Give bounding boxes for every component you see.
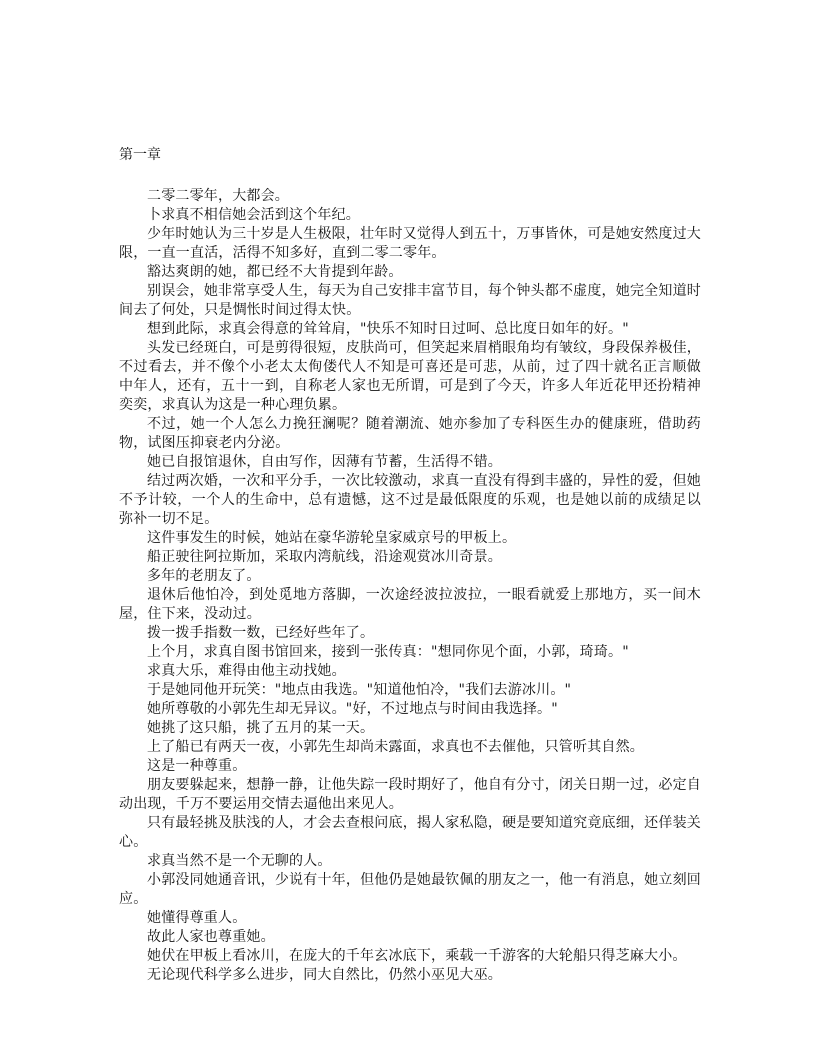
paragraph: 无论现代科学多么进步，同大自然比，仍然小巫见大巫。 xyxy=(147,967,502,983)
chapter-title: 第一章 xyxy=(119,147,161,163)
paragraph: 她伏在甲板上看冰川，在庞大的千年玄冰底下，乘载一千游客的大轮船只得芝麻大小。 xyxy=(147,948,687,964)
paragraph: 豁达爽朗的她，都已经不大肯提到年龄。 xyxy=(147,264,403,280)
paragraph: 想到此际，求真会得意的耸耸肩，"快乐不知时日过呵、总比度日如年的好。" xyxy=(147,321,629,337)
paragraph: 拨一拨手指数一数，已经好些年了。 xyxy=(147,625,375,641)
paragraph: 船正驶往阿拉斯加，采取内湾航线，沿途观赏冰川奇景。 xyxy=(147,549,502,565)
paragraph: 她已自报馆退休，自由写作，因薄有节蓄，生活得不错。 xyxy=(147,454,502,470)
paragraph: 上了船已有两天一夜，小郭先生却尚未露面，求真也不去催他，只管听其自然。 xyxy=(147,739,644,755)
paragraph: 二零二零年，大都会。 xyxy=(147,188,289,204)
document-page xyxy=(119,146,701,985)
paragraph: 小郭没同她通音讯，少说有十年，但他仍是她最钦佩的朋友之一，他一有消息，她立刻回应。 xyxy=(119,872,701,907)
paragraph: 不过，她一个人怎么力挽狂澜呢？随着潮流、她亦参加了专科医生办的健康班，借助药物，试图压抑衰老内分泌。 xyxy=(119,416,701,451)
paragraph: 卜求真不相信她会活到这个年纪。 xyxy=(147,207,360,223)
paragraph: 于是她同他开玩笑："地点由我选。"知道他怕冷，"我们去游冰川。" xyxy=(147,682,572,698)
paragraph: 她懂得尊重人。 xyxy=(147,910,247,926)
paragraph: 别误会，她非常享受人生，每天为自己安排丰富节目，每个钟头都不虚度，她完全知道时间去了何处，只是惆怅时间过得太快。 xyxy=(119,283,701,318)
paragraph: 故此人家也尊重她。 xyxy=(147,929,275,945)
paragraph: 求真大乐，难得由他主动找她。 xyxy=(147,663,346,679)
paragraph: 退休后他怕冷，到处觅地方落脚，一次途经波拉波拉，一眼看就爱上那地方，买一间木屋，住下来，没动过。 xyxy=(119,587,701,622)
paragraph: 多年的老朋友了。 xyxy=(147,568,261,584)
paragraph: 少年时她认为三十岁是人生极限，壮年时又觉得人到五十，万事皆休，可是她安然度过大限，一直一直活，活得不知多好，直到二零二零年。 xyxy=(119,226,701,261)
paragraph: 头发已经斑白，可是剪得很短，皮肤尚可，但笑起来眉梢眼角均有皱纹，身段保养极佳，不过看去，并不像个小老太太侚偻代人不知是可喜还是可悲，从前，过了四十就名正言顺做中年人，还有，五十一到，自称老人家也无所谓，可是到了今天，许多人年近花甲还扮精神奕奕，求真认为这是一种心理负累。 xyxy=(119,340,701,413)
body-text xyxy=(119,187,701,985)
paragraph: 上个月，求真自图书馆回来，接到一张传真："想同你见个面，小郭，琦琦。" xyxy=(147,644,629,660)
paragraph: 这是一种尊重。 xyxy=(147,758,247,774)
paragraph: 朋友要躲起来，想静一静，让他失踪一段时期好了，他自有分寸，闭关日期一过，必定自动出现，千万不要运用交情去逼他出来见人。 xyxy=(119,777,701,812)
paragraph: 这件事发生的时候，她站在豪华游轮皇家威京号的甲板上。 xyxy=(147,530,517,546)
paragraph: 她所尊敬的小郭先生却无异议。"好，不过地点与时间由我选择。" xyxy=(147,701,558,717)
paragraph: 求真当然不是一个无聊的人。 xyxy=(147,853,332,869)
paragraph: 结过两次婚，一次和平分手，一次比较激动，求真一直没有得到丰盛的，异性的爱，但她不予计较，一个人的生命中，总有遗憾，这不过是最低限度的乐观，也是她以前的成绩足以弥补一切不足。 xyxy=(119,473,701,527)
paragraph: 她挑了这只船，挑了五月的某一天。 xyxy=(147,720,375,736)
paragraph: 只有最轻挑及肤浅的人，才会去查根问底，揭人家私隐，硬是要知道究竟底细，还佯装关心。 xyxy=(119,815,701,850)
